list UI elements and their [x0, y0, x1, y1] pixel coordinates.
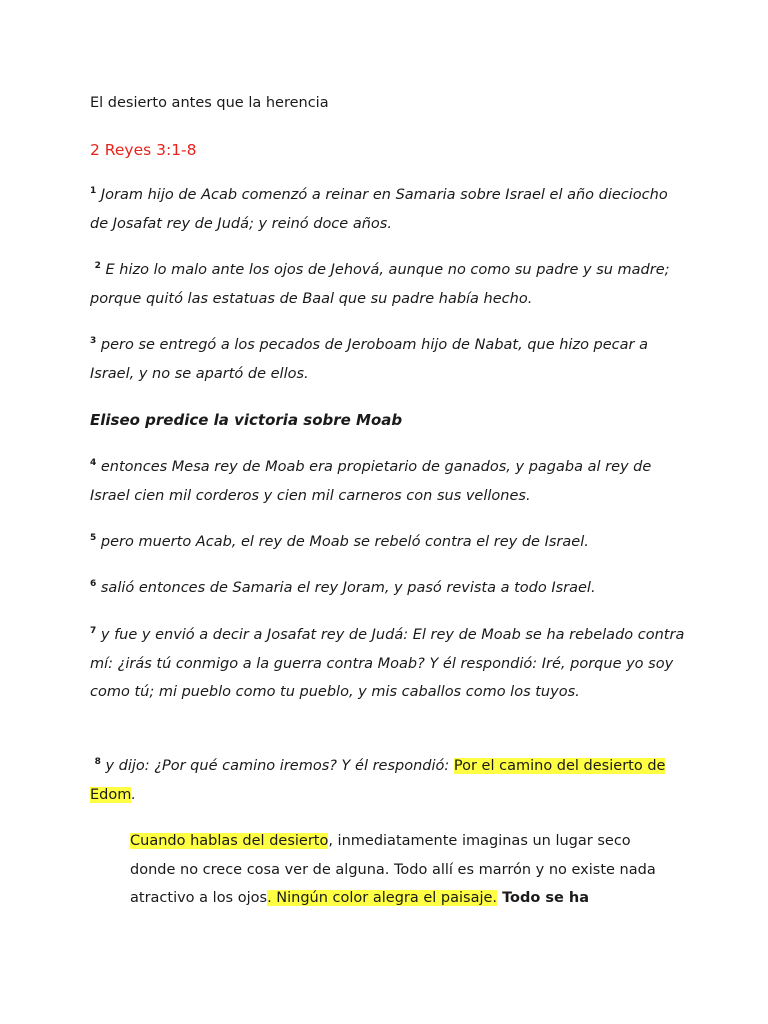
- verse-text: pero muerto Acab, el rey de Moab se rebeló contra el rey de Israel.: [100, 534, 589, 550]
- verse-number: 7: [90, 626, 97, 637]
- verse-text: entonces Mesa rey de Moab era propietario de ganados, y pagaba al rey de Israel cien mil corderos y cien mil carneros con sus vellones.: [90, 459, 652, 504]
- verse-4: [90, 453, 690, 510]
- highlighted-text: . Ningún color alegra el paisaje.: [267, 890, 498, 906]
- verse-text-end: .: [131, 786, 136, 803]
- verse-7: [90, 621, 690, 707]
- verse-8: [90, 752, 690, 809]
- verse-6: [90, 574, 690, 603]
- commentary-bold-text: Todo se ha: [497, 890, 590, 906]
- verse-number: 2: [94, 261, 101, 272]
- verse-text: salió entonces de Samaria el rey Joram, y pasó revista a todo Israel.: [100, 580, 596, 596]
- document-title: El desierto antes que la herencia: [90, 95, 329, 111]
- verse-number: 4: [90, 458, 97, 469]
- highlighted-text: Por el camino del desierto de Edom: [90, 758, 666, 803]
- commentary-text: , inmediatamente imaginas un lugar seco donde no crece cosa ver de alguna. Todo allí es marrón y no existe nada atractivo a los ojos: [130, 833, 656, 906]
- verse-number: 6: [90, 579, 97, 590]
- verse-number: 5: [90, 533, 97, 544]
- verse-text: y dijo: ¿Por qué camino iremos? Y él respondió:: [105, 758, 454, 774]
- verse-number: 8: [94, 757, 101, 768]
- verse-text: pero se entregó a los pecados de Jeroboam hijo de Nabat, que hizo pecar a Israel, y no se apartó de ellos.: [90, 337, 648, 382]
- verse-1: [90, 181, 690, 238]
- commentary-paragraph: [130, 827, 675, 913]
- verse-text: Joram hijo de Acab comenzó a reinar en Samaria sobre Israel el año dieciocho de Josafat rey de Judá; y reinó doce años.: [90, 187, 668, 232]
- scripture-reference: 2 Reyes 3:1-8: [90, 141, 197, 159]
- verse-2: [90, 256, 690, 313]
- section-heading: Eliseo predice la victoria sobre Moab: [90, 411, 403, 429]
- verse-5: [90, 528, 690, 557]
- highlighted-text: Cuando hablas del desierto: [130, 833, 329, 849]
- verse-number: 3: [90, 336, 97, 347]
- verse-text: E hizo lo malo ante los ojos de Jehová, aunque no como su padre y su madre; porque quitó las estatuas de Baal que su padre había hecho.: [90, 262, 670, 307]
- verse-3: [90, 331, 690, 388]
- verse-number: 1: [90, 186, 97, 197]
- verse-text: y fue y envió a decir a Josafat rey de Judá: El rey de Moab se ha rebelado contra mí: ¿irás tú conmigo a la guerra contra Moab? Y él respondió: Iré, porque yo soy como tú; mi pueblo como tu pueblo, y mis caballos como los tuyos.: [90, 627, 685, 700]
